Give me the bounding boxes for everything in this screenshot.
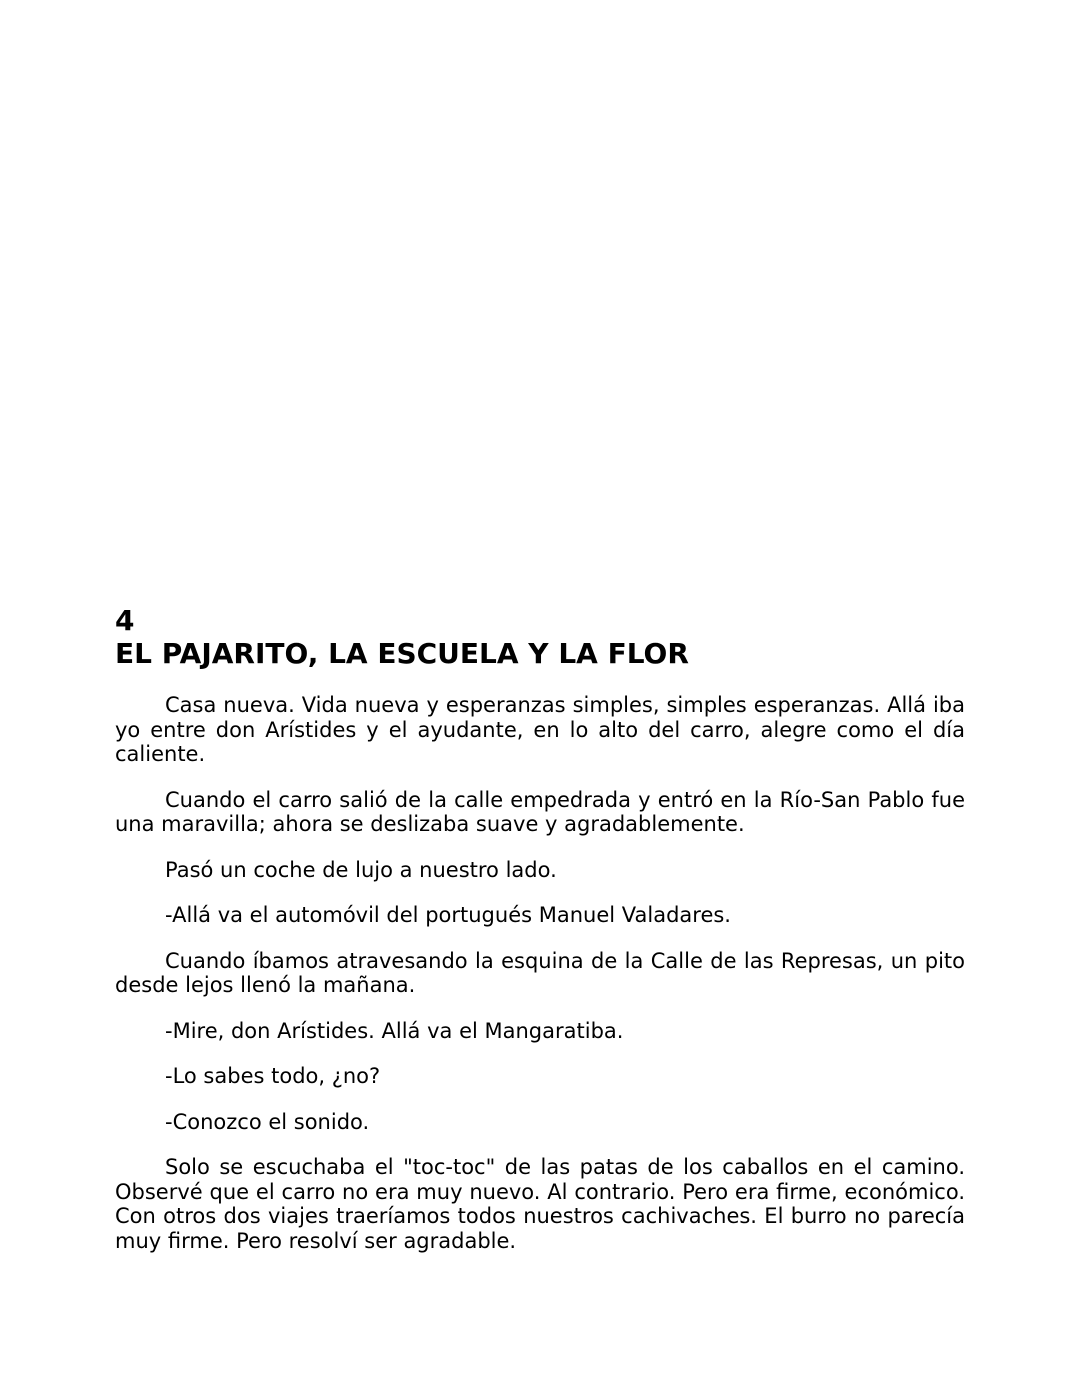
paragraph: -Conozco el sonido. [165, 1109, 370, 1134]
paragraph: Cuando el carro salió de la calle empedrada y entró en la Río-San Pablo fue una maravilla; ahora se deslizaba suave y agradablemente. [115, 787, 965, 836]
book-page [115, 605, 965, 1274]
paragraph: -Allá va el automóvil del portugués Manuel Valadares. [165, 903, 731, 927]
paragraph: -Lo sabes todo, ¿no? [165, 1064, 381, 1088]
paragraph: Solo se escuchaba el "toc-toc" de las patas de los caballos en el camino. Observé que el carro no era muy nuevo. Al contrario. Pero era firme, económico. Con otros dos viajes traeríamos todos nuestros cachivaches. El burro no parecía muy firme. Pero resolví ser agradable. [115, 1155, 965, 1253]
paragraph: Cuando íbamos atravesando la esquina de la Calle de las Represas, un pito desde lejos llenó la mañana. [115, 948, 965, 997]
paragraph: Pasó un coche de lujo a nuestro lado. [165, 857, 557, 882]
chapter-title: EL PAJARITO, LA ESCUELA Y LA FLOR [115, 637, 689, 670]
paragraph: -Mire, don Arístides. Allá va el Mangaratiba. [165, 1018, 624, 1043]
paragraph: Casa nueva. Vida nueva y esperanzas simples, simples esperanzas. Allá iba yo entre don Arístides y el ayudante, en lo alto del carro, alegre como el día caliente. [115, 693, 965, 766]
chapter-number: 4 [115, 604, 135, 637]
